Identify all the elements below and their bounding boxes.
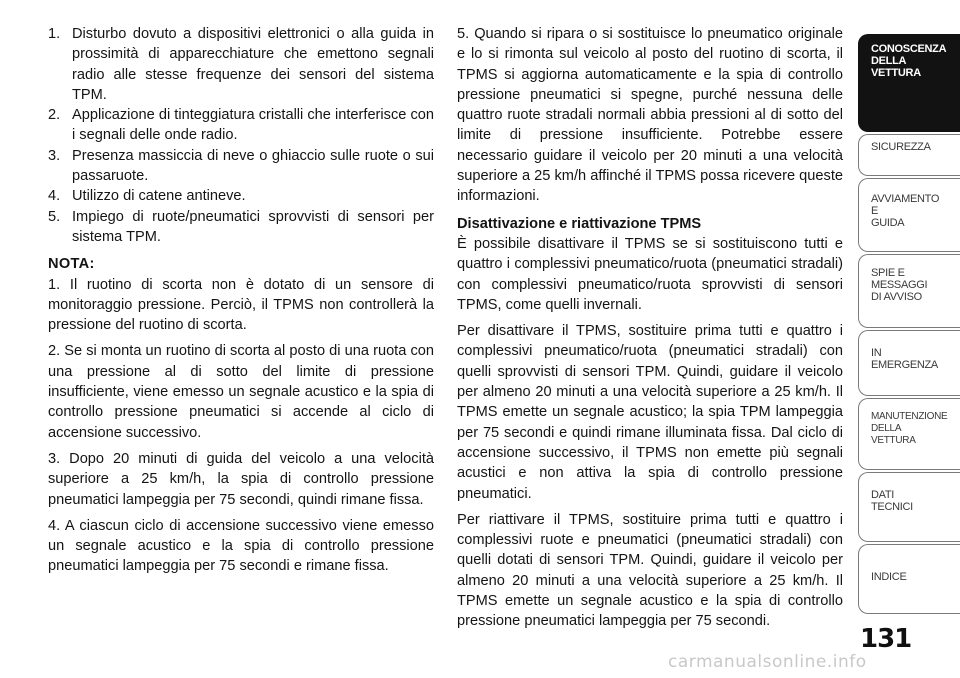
list-text: Applicazione di tinteggiatura cristalli che interferisce con i segnali delle onde radio. [72,107,434,144]
tab-spie-e-messaggi[interactable] [858,254,960,328]
tab-label: VETTURA [871,67,921,79]
tab-avviamento-e-guida[interactable] [858,178,960,252]
tab-indice[interactable] [858,544,960,614]
note-paragraph: 4. A ciascun ciclo di accensione successivo viene emesso un segnale acustico e la spia di controllo pressione pneumatici lampeggia per 75 secondi e rimane fissa. [48,517,434,575]
left-column [48,24,434,583]
note-paragraph: 3. Dopo 20 minuti di guida del veicolo a una velocità superiore a 25 km/h, la spia di controllo pressione pneumatici lampeggia per 75 secondi, quindi rimane fissa. [48,450,434,508]
tab-in-emergenza[interactable] [858,330,960,396]
right-column [457,24,843,638]
list-text: Impiego di ruote/pneumatici sprovvisti di sensori per sistema TPM. [72,208,434,245]
list-item [48,24,434,105]
tab-label: DELLA [871,423,902,434]
note-paragraph: 1. Il ruotino di scorta non è dotato di un sensore di monitoraggio pressione. Perciò, il TPMS non controllerà la pressione del ruotino di scorta. [48,276,434,334]
tab-dati-tecnici[interactable] [858,472,960,542]
page-number: 131 [860,624,912,654]
tab-label: EMERGENZA [871,359,938,371]
list-item [48,207,434,248]
tab-label: MANUTENZIONE [871,411,948,422]
tab-label: SPIE E [871,267,905,279]
tab-label: DATI [871,489,895,501]
body-paragraph: È possibile disattivare il TPMS se si sostituiscono tutti e quattro i complessivi pneumatico/ruota (pneumatici stradali) con complessivi pneumatico/ruota sprovvisti di sensori TPMS, come quelli invernali. [457,235,843,313]
section-heading: Disattivazione e riattivazione TPMS [457,215,702,232]
chapter-sidebar [858,0,960,678]
tab-label: INDICE [871,571,907,583]
tab-label: SICUREZZA [871,141,931,153]
list-text: Disturbo dovuto a dispositivi elettronici o alla guida in prossimità di apparecchiature che emettono segnali radio alle stesse frequenze dei sensori del sistema TPM. [72,26,434,103]
tab-conoscenza-della-vettura[interactable] [858,34,960,132]
note-heading: NOTA: [48,256,95,273]
list-number: 4. [48,188,61,205]
list-item [48,146,434,187]
intro-paragraph: 5. Quando si ripara o si sostituisce lo pneumatico originale e lo si rimonta sul veicolo al posto del ruotino di scorta, il TPMS si aggiorna automaticamente e la spia di controllo pressione pneumatici si spegne, purché nessuna delle quattro ruote stradali normali abbia pressioni al di sotto del limite di pressione insufficiente. Potrebbe essere necessario guidare il veicolo per 20 minuti a una velocità superiore a 25 km/h affinché il TPMS possa ricevere queste informazioni. [457,26,843,205]
tab-label: TECNICI [871,501,913,513]
tab-sicurezza[interactable] [858,134,960,176]
note-paragraph: 2. Se si monta un ruotino di scorta al posto di una ruota con una pressione al di sotto del limite di pressione insufficiente, viene emesso un segnale acustico e la spia di controllo pressione pneumatici si accende al ciclo di accensione successivo. [48,343,434,441]
tab-label: IN [871,347,882,359]
list-number: 3. [48,147,61,164]
list-item [48,105,434,146]
tab-manutenzione-della-vettura[interactable] [858,398,960,470]
tab-label: E [871,205,879,217]
tab-label: VETTURA [871,435,916,446]
tab-label: MESSAGGI [871,279,928,291]
watermark: carmanualsonline.info [668,652,867,672]
list-number: 2. [48,107,61,124]
tab-label: DI AVVISO [871,291,922,303]
tab-label: CONOSCENZA [871,43,947,55]
list-text: Utilizzo di catene antineve. [72,188,246,205]
body-paragraph: Per riattivare il TPMS, sostituire prima tutti e quattro i complessivi ruote e pneumatici (pneumatici stradali) con quelli dotati di sensori TPM. Quindi, guidare il veicolo per almeno 20 minuti a una velocità superiore a 25 km/h. Il TPMS emette un segnale acustico e la spia di controllo pressione pneumatici lampeggia per 75 secondi. [457,511,843,630]
body-paragraph: Per disattivare il TPMS, sostituire prima tutti e quattro i complessivi pneumatico/ruota (pneumatici stradali) con quelli sprovvisti di sensori TPM. Quindi, guidare il veicolo per almeno 20 minuti a una velocità superiore a 25 km/h. Il TPMS emette un segnale acustico; la spia TPM lampeggia per 75 secondi e quindi rimane illuminata fissa. Dal ciclo di accensione successivo, il TPMS non emette più segnali acustici e non attiva la spia di controllo pressione pneumatici. [457,323,843,502]
list-number: 5. [48,208,61,225]
tab-label: AVVIAMENTO [871,193,940,205]
list-item [48,186,434,206]
tab-label: GUIDA [871,217,905,229]
tab-label: DELLA [871,55,907,67]
list-number: 1. [48,26,61,42]
list-text: Presenza massiccia di neve o ghiaccio sulle ruote o sui passaruote. [72,147,434,185]
